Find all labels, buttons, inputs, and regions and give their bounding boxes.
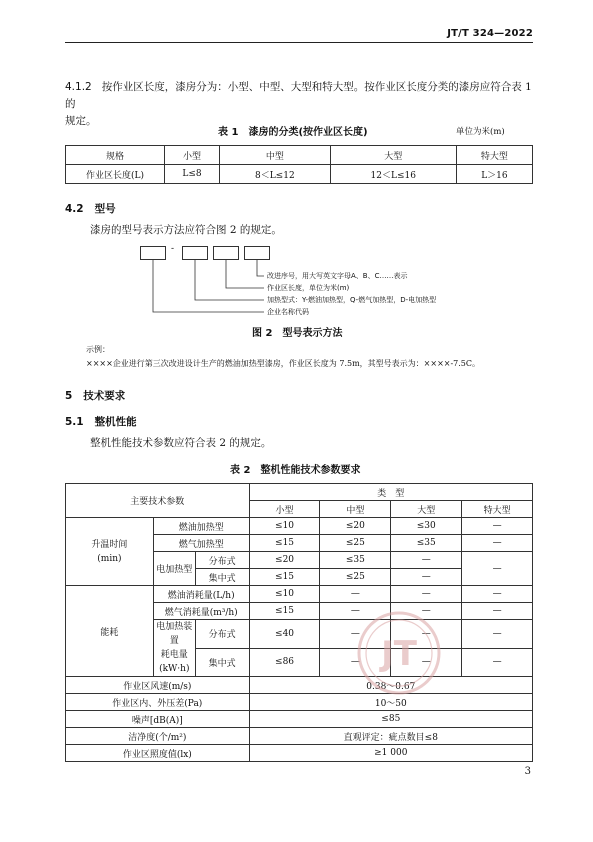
section-title: 技术要求 bbox=[83, 390, 126, 402]
table-cell: 10～50 bbox=[249, 694, 532, 711]
section-number: 5 bbox=[65, 390, 73, 402]
table-cell: ≤15 bbox=[249, 535, 320, 552]
clause-number: 5.1 bbox=[65, 416, 84, 428]
table-cell: ≥1 000 bbox=[249, 745, 532, 762]
table-cell: — bbox=[391, 648, 462, 677]
rise-time-title: 升温时间 bbox=[91, 539, 128, 550]
table-cell: — bbox=[391, 569, 462, 586]
table-cell: — bbox=[391, 552, 462, 569]
table-cell: ≤10 bbox=[249, 586, 320, 603]
table-cell: 12＜L≤16 bbox=[330, 165, 456, 184]
table-cell: — bbox=[320, 603, 391, 620]
table-cell: 燃气消耗量(m³/h) bbox=[153, 603, 249, 620]
table-cell: 直观评定：疵点数目≤8 bbox=[249, 728, 532, 745]
table-cell: 燃气加热型 bbox=[153, 535, 249, 552]
table1-unit: 单位为米(m) bbox=[456, 127, 505, 137]
table-cell: ≤85 bbox=[249, 711, 532, 728]
clause-text-line2: 规定。 bbox=[65, 115, 97, 127]
table2-caption: 表 2 整机性能技术参数要求 bbox=[230, 465, 361, 476]
example-label: 示例： bbox=[86, 345, 110, 354]
figure2-label-heating: 加热型式：Y-燃油加热型，Q-燃气加热型，D-电加热型 bbox=[267, 296, 437, 304]
example-text: ××××企业进行第三次改进设计生产的燃油加热型漆房，作业区长度为 7.5m，其型号表示为：××××-7.5C。 bbox=[86, 359, 481, 368]
table-cell: — bbox=[462, 603, 533, 620]
table-cell: L＞16 bbox=[456, 165, 532, 184]
table-cell: ≤20 bbox=[249, 552, 320, 569]
table-row bbox=[66, 677, 533, 694]
clause-title: 整机性能 bbox=[94, 416, 137, 428]
type-medium: 中型 bbox=[320, 501, 391, 518]
table-cell: ≤20 bbox=[320, 518, 391, 535]
table-cell: 分布式 bbox=[195, 620, 249, 649]
table-cell: 特大型 bbox=[456, 146, 532, 165]
table-row bbox=[66, 694, 533, 711]
table-row bbox=[66, 728, 533, 745]
table-cell: 大型 bbox=[330, 146, 456, 165]
main-param-header: 主要技术参数 bbox=[66, 484, 250, 518]
jt-watermark-logo bbox=[356, 610, 442, 696]
table-cell: — bbox=[320, 586, 391, 603]
table-cell: — bbox=[462, 518, 533, 535]
table-cell: — bbox=[462, 552, 533, 586]
table-cell: ≤25 bbox=[320, 535, 391, 552]
table-cell: 作业区照度值(lx) bbox=[66, 745, 250, 762]
table-cell: 电加热型 bbox=[153, 552, 195, 586]
table-cell: ≤86 bbox=[249, 648, 320, 677]
type-header: 类 型 bbox=[249, 484, 532, 501]
table-row bbox=[66, 484, 533, 501]
standard-number: JT/T 324—2022 bbox=[447, 28, 533, 39]
watermark-text: JT bbox=[381, 634, 417, 674]
table-cell: 集中式 bbox=[195, 569, 249, 586]
table-cell bbox=[153, 620, 195, 677]
table-cell: 小型 bbox=[165, 146, 220, 165]
clause-number: 4.2 bbox=[65, 203, 84, 215]
table-cell: 规格 bbox=[66, 146, 165, 165]
table-cell: — bbox=[462, 535, 533, 552]
clause-text-line1: 按作业区长度，漆房分为：小型、中型、大型和特大型。按作业区长度分类的漆房应符合表 1 的 bbox=[65, 81, 532, 110]
table-cell: 燃油加热型 bbox=[153, 518, 249, 535]
table-row bbox=[66, 586, 533, 603]
section-5-heading bbox=[65, 388, 125, 403]
clause-5-1-text: 整机性能技术参数应符合表 2 的规定。 bbox=[90, 437, 272, 449]
clause-5-1-heading bbox=[65, 414, 137, 429]
table-cell: 燃油消耗量(L/h) bbox=[153, 586, 249, 603]
energy-label: 能耗 bbox=[66, 586, 154, 677]
table-cell: ≤35 bbox=[320, 552, 391, 569]
table-row bbox=[66, 711, 533, 728]
type-small: 小型 bbox=[249, 501, 320, 518]
elec-device-line1: 电加热装置 bbox=[156, 622, 193, 646]
figure2-caption: 图 2 型号表示方法 bbox=[252, 328, 343, 339]
rise-time-label bbox=[66, 518, 154, 586]
table-cell: ≤40 bbox=[249, 620, 320, 649]
clause-title: 型号 bbox=[94, 203, 116, 215]
elec-device-line2: 耗电量(kW·h) bbox=[159, 650, 190, 674]
table-row bbox=[66, 745, 533, 762]
table-cell: L≤8 bbox=[165, 165, 220, 184]
table-cell: 分布式 bbox=[195, 552, 249, 569]
table1-caption: 表 1 漆房的分类(按作业区长度) bbox=[218, 127, 368, 138]
page-number: 3 bbox=[524, 766, 531, 777]
table-cell: — bbox=[462, 620, 533, 649]
figure2-label-company: 企业名称代码 bbox=[267, 308, 309, 316]
table-cell: 洁净度(个/m²) bbox=[66, 728, 250, 745]
clause-4-2-text: 漆房的型号表示方法应符合图 2 的规定。 bbox=[90, 224, 282, 236]
code-dash: - bbox=[171, 244, 175, 254]
table-cell: — bbox=[320, 648, 391, 677]
table-cell: ≤35 bbox=[391, 535, 462, 552]
table-cell: 0.38～0.67 bbox=[249, 677, 532, 694]
type-large: 大型 bbox=[391, 501, 462, 518]
table-cell: ≤30 bbox=[391, 518, 462, 535]
table-cell: — bbox=[462, 648, 533, 677]
table-cell: ≤10 bbox=[249, 518, 320, 535]
type-xlarge: 特大型 bbox=[462, 501, 533, 518]
figure2-label-revision: 改进序号，用大写英文字母A、B、C……表示 bbox=[267, 272, 408, 280]
table-cell: — bbox=[391, 586, 462, 603]
figure2-label-length: 作业区长度，单位为米(m) bbox=[267, 284, 350, 292]
table-cell: 作业区内、外压差(Pa) bbox=[66, 694, 250, 711]
clause-number: 4.1.2 bbox=[65, 81, 92, 93]
table-cell: 作业区风速(m/s) bbox=[66, 677, 250, 694]
table-cell: ≤25 bbox=[320, 569, 391, 586]
table-cell: — bbox=[391, 603, 462, 620]
table-cell: 中型 bbox=[220, 146, 331, 165]
table-cell: — bbox=[320, 620, 391, 649]
table-row bbox=[66, 518, 533, 535]
table-cell: ≤15 bbox=[249, 569, 320, 586]
table-cell: 8＜L≤12 bbox=[220, 165, 331, 184]
table-cell: 噪声[dB(A)] bbox=[66, 711, 250, 728]
rise-time-unit: (min) bbox=[97, 553, 122, 564]
table-cell: ≤15 bbox=[249, 603, 320, 620]
table-cell: 作业区长度(L) bbox=[66, 165, 165, 184]
table2 bbox=[65, 483, 533, 762]
table-cell: — bbox=[391, 620, 462, 649]
table-cell: 集中式 bbox=[195, 648, 249, 677]
table-cell: — bbox=[462, 586, 533, 603]
